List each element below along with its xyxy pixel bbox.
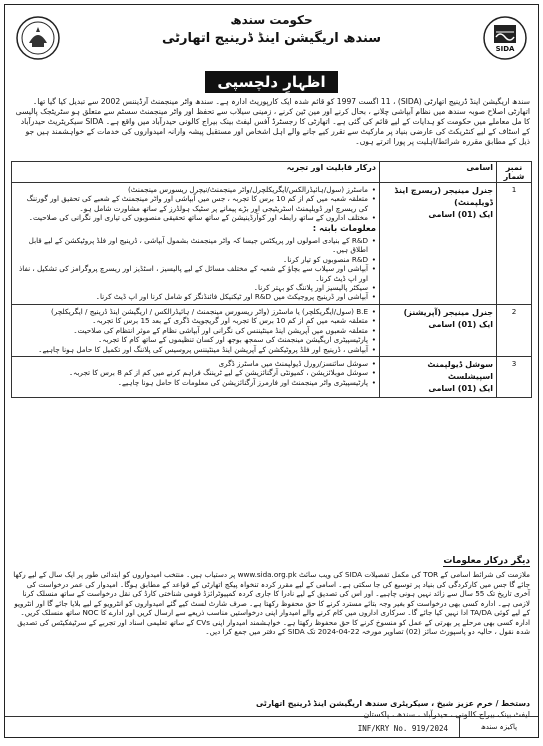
advertisement-page	[4, 4, 539, 738]
footer	[5, 716, 538, 737]
row-number: 1	[497, 183, 532, 305]
post-cell	[380, 356, 497, 397]
header	[65, 13, 478, 46]
address-line: لیفٹ بینک بیراج کالونی ، حیدرآباد ، سندھ ، پاکستان	[363, 710, 530, 719]
post-cell	[380, 183, 497, 305]
details-paragraph: ملازمت کی شرائط اسامی کے TOR کی مکمل تفصیلات SIDA کی ویب سائٹ www.sida.org.pk پر دستیاب ہیں۔ منتخب امیدواروں کو ابتدائی طور پر ایک سال کے لیے رکھا جائے گا جس میں کارکردگی کی بنیاد پر توسیع کی جا سکتی ہے۔ اسامی کے لیے مقرر کردہ تنخواہ پیکج اتھارٹی کے قواعد کے مطابق ہوگا۔ امیدوار کی عمر درخواست کی آخری تاریخ تک 55 سال سے زائد نہیں ہونی چاہیے۔ اور اس کی تصدیق کے لیے نادرا کا جاری کردہ کمپیوٹرائزڈ قومی شناختی کارڈ کی نقل درخواست کے ساتھ منسلک کرنا لازمی ہے۔ ادارہ کسی بھی درخواست کو بغیر وجہ بتائے مسترد کرنے کا حق محفوظ رکھتا ہے۔ صرف شارٹ لسٹ کیے گئے امیدواروں کو انٹرویو کے لیے بلایا جائے گا اور انٹرویو کے لیے کوئی TA/DA ادا نہیں کیا جائے گا۔ سرکاری اداروں میں کام کرنے والے امیدوار اپنی درخواستیں مناسب ذریعے سے ارسال کریں اور ادارے کا NOC ساتھ منسلک کریں۔ ادارہ کسی بھی مرحلے پر بھرتی کے عمل کو منسوخ کرنے کا حق محفوظ رکھتا ہے۔ خواہشمند امیدوار اپنی CVs کے ساتھ تعلیمی اسناد اور تجربے کے سرٹیفکیٹس کی تصدیق شدہ نقول ، حالیہ دو پاسپورٹ سائز (02) تصاویر مورخہ 22-04-2024 تک SIDA کے دفتر میں جمع کرا دیں۔	[13, 570, 530, 636]
knowledge-item: • سیکٹر پالیسیز اور پلاننگ کو بہتر کرنا۔	[15, 283, 376, 292]
col-header-number: نمبر شمار	[497, 162, 532, 183]
qualification-cell	[12, 304, 380, 356]
qualification-item: • متعلقہ شعبہ میں کم از کم 10 برس کا تجربہ اور گریجویٹ ڈگری کے بعد 15 برس کا تجربہ۔	[15, 316, 376, 325]
positions-table	[11, 161, 532, 398]
qualification-item: • سوشل سائنسز/رورل ڈیولپمنٹ میں ماسٹرز ڈگری	[15, 359, 376, 368]
post-title: جنرل مینیجر (ریسرچ اینڈ ڈویلپمنٹ)	[394, 186, 493, 207]
header-authority-line: سندھ اریگیشن اینڈ ڈرینیج اتھارٹی	[161, 31, 382, 46]
footer-slogan-box: پاکیزہ سندھ	[459, 717, 538, 737]
qualification-item: • مختلف اداروں کے ساتھ رابطہ اور کوآرڈینیشن کے ساتھ ساتھ تحقیقی منصوبوں کی تیاری اور نگرانی کی صلاحیت۔	[15, 213, 376, 222]
post-title: سوشل ڈیولپمنٹ اسپیشلسٹ	[427, 359, 493, 381]
table-row	[12, 183, 532, 305]
post-title: جنرل مینیجر (آپریشنز)	[403, 307, 493, 317]
table-row	[12, 304, 532, 356]
knowledge-item: • آبپاشی اور ڈرینیج پروجیکٹ میں R&D اور ٹیکنیکل فائنڈنگز کو شامل کرنا اور اپ ڈیٹ کرنا۔	[15, 292, 376, 301]
table-row	[12, 356, 532, 397]
qualification-cell	[12, 183, 380, 305]
table-header-row	[12, 162, 532, 183]
page-title: اظہارِ دلچسپی	[205, 71, 337, 93]
post-cell	[380, 304, 497, 356]
qualification-item: • پارٹیسپیٹری واٹر مینجمنٹ اور فارمرز آرگنائزیشن کی معلومات کا حامل ہونا چاہیے۔	[15, 378, 376, 387]
qualification-item: • متعلقہ شعبہ میں کم از کم 10 برس کا تجربہ ، جس میں آبپاشی اور واٹر مینجمنٹ کے شعبے کی تحقیق اور گورننگ کی ریسرچ اور ڈویلپمنٹ اسٹریٹیجی اور بڑے پیمانے پر سٹیک ہولڈرز کے ساتھ مشاورت شامل ہو۔	[15, 194, 376, 213]
col-header-post: اسامی	[380, 162, 497, 183]
header-government-line: حکومت سندھ	[230, 13, 313, 27]
signatory-line: دستخط / خرم عزیز شیخ ، سیکریٹری سندھ اریگیشن اینڈ ڈرینیج اتھارٹی	[256, 699, 530, 708]
sida-logo-text: SIDA	[495, 45, 515, 53]
knowledge-item: • R&D کے بنیادی اصولوں اور پریکٹس جیسا کہ واٹر مینجمنٹ بشمول آبپاشی ، ڈرینیج اور فلڈ پروٹیکشن کے لیے قابل اطلاق ہیں۔	[15, 236, 376, 255]
qualification-item: • پارٹیسپیٹری اریگیشن مینجمنٹ کی سمجھ بوجھ اور کسان تنظیموں کے ساتھ کام کا تجربہ۔	[15, 335, 376, 344]
knowledge-item: • R&D منصوبوں کو تیار کرنا۔	[15, 255, 376, 264]
qualification-cell	[12, 356, 380, 397]
reference-number: INF/KRY No. 919/2024	[357, 724, 448, 733]
post-count: ایک (01) اسامی	[428, 210, 493, 219]
post-count: ایک (01) اسامی	[428, 383, 493, 393]
col-header-qualification: درکار قابلیت اور تجربہ	[12, 162, 380, 183]
knowledge-subheading: معلومات بابتہ :	[312, 223, 376, 234]
knowledge-item: • آبپاشی اور سیلاب سے بچاؤ کے شعبہ کے مختلف مسائل کے لیے پالیسیز ، اسٹڈیز اور ریسرچ پروگرامز کی تشکیل ، نفاذ اور اپ ڈیٹ کرنا۔	[15, 264, 376, 283]
post-count: ایک (01) اسامی	[428, 319, 493, 329]
qualification-item: • ماسٹرز (سول/ہائیڈرالکس/ایگریکلچرل/واٹر مینجمنٹ/نیچرل ریسورس مینجمنٹ)	[15, 185, 376, 194]
government-of-sindh-seal-icon	[15, 15, 61, 61]
details-heading: دیگر درکار معلومات	[443, 556, 530, 566]
row-number: 2	[497, 304, 532, 356]
sida-logo	[482, 15, 528, 61]
qualification-item: • متعلقہ شعبوں میں آپریشن اینڈ مینٹیننس کی نگرانی اور آبپاشی نظام کے موثر انتظام کی صلاحیت۔	[15, 326, 376, 335]
qualification-item: • آبپاشی ، ڈرینیج اور فلڈ پروٹیکشن کے آپریشن اینڈ مینٹیننس پروسیس کی پلاننگ اور تکمیل کا حامل ہونا چاہیے۔	[15, 345, 376, 354]
row-number: 3	[497, 356, 532, 397]
qualification-item: • B.E (سول/ایگریکلچر) یا ماسٹرز (واٹر ریسورس مینجمنٹ / ہائیڈرالکس / اریگیشن اینڈ ڈرینیج / ایگریکلچر)	[15, 307, 376, 316]
intro-paragraph: سندھ اریگیشن اینڈ ڈرینیج اتھارٹی (SIDA) ، 11 اگست 1997 کو قائم شدہ ایک کارپوریٹ ادارہ ہے۔ سندھ واٹر مینجمنٹ آرڈیننس 2002 سے تبدیل کیا گیا تھا۔ اتھارٹی اصلاح صوبہ سندھ میں نظام آبپاشی چلانے ، بحال کرنے اور مین ٹین کرنے ، زمینی سیلاب سے تحفظ اور واٹر مینجمنٹ سسٹم سے متعلق ہو سٹریٹجک پالیسی کا مل معاملے میں حکومت کو ہدایات کے لیے قائم کی گئی ہے۔ اتھارٹی کا رجسٹرڈ آفس لیفٹ بینک بیراج کالونی حیدرآباد میں واقع ہے۔ SIDA سیکریٹریٹ حیدرآباد کے اسٹاف کے لیے کنٹریکٹ کی عارضی بنیاد پر مارکیٹ سے تقرر کیے جانے والے اہل اشخاص اور مستقبل پیشہ وارانہ امیدواروں کی خدمات کے خواہشمند ہیں جو ذیل کے مطابق مقررہ شرائط/اہلیت پر پورا اترتے ہوں۔	[15, 97, 530, 146]
qualification-item: • سوشل موبلائزیشن ، کمیونٹی آرگنائزیشن کے لیے ٹریننگ فراہم کرنے میں کم از کم 8 برس کا تجربہ۔	[15, 368, 376, 377]
